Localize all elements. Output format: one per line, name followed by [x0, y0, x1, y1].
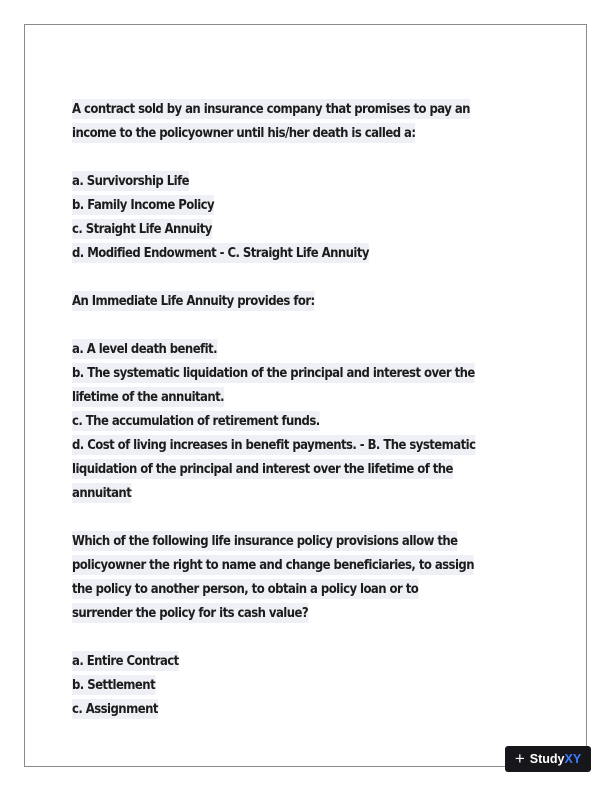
question-1-option-d-answer: d. Modified Endowment - C. Straight Life Annuity — [72, 245, 369, 261]
question-2-option-a: a. A level death benefit. — [72, 341, 217, 357]
plus-icon: + — [514, 748, 525, 768]
brand-name-main: Study — [529, 752, 565, 766]
brand-name-accent: XY — [564, 752, 582, 766]
question-1-prompt: A contract sold by an insurance company that promises to pay an income to the policyowner until his/her death is called a: — [72, 101, 470, 141]
question-2-option-b: b. The systematic liquidation of the principal and interest over the lifetime of the annuitant. — [72, 365, 475, 405]
question-2-prompt: An Immediate Life Annuity provides for: — [72, 293, 315, 309]
question-1-option-a: a. Survivorship Life — [72, 173, 189, 189]
question-3-option-a: a. Entire Contract — [72, 653, 179, 669]
question-3-option-b: b. Settlement — [72, 677, 156, 693]
studyxy-badge[interactable] — [505, 746, 591, 772]
document-content — [72, 97, 476, 721]
question-3-option-c: c. Assignment — [72, 701, 158, 717]
question-3-prompt: Which of the following life insurance policy provisions allow the policyowner the right to name and change beneficiaries, to assign the policy to another person, to obtain a policy loan or to surrender the policy for its cash value? — [72, 533, 474, 621]
question-2-option-c: c. The accumulation of retirement funds. — [72, 413, 320, 429]
question-2-option-d-answer: d. Cost of living increases in benefit payments. - B. The systematic liquidation of the principal and interest over the lifetime of the annuitant — [72, 437, 476, 501]
question-1-option-c: c. Straight Life Annuity — [72, 221, 212, 237]
question-1-option-b: b. Family Income Policy — [72, 197, 215, 213]
